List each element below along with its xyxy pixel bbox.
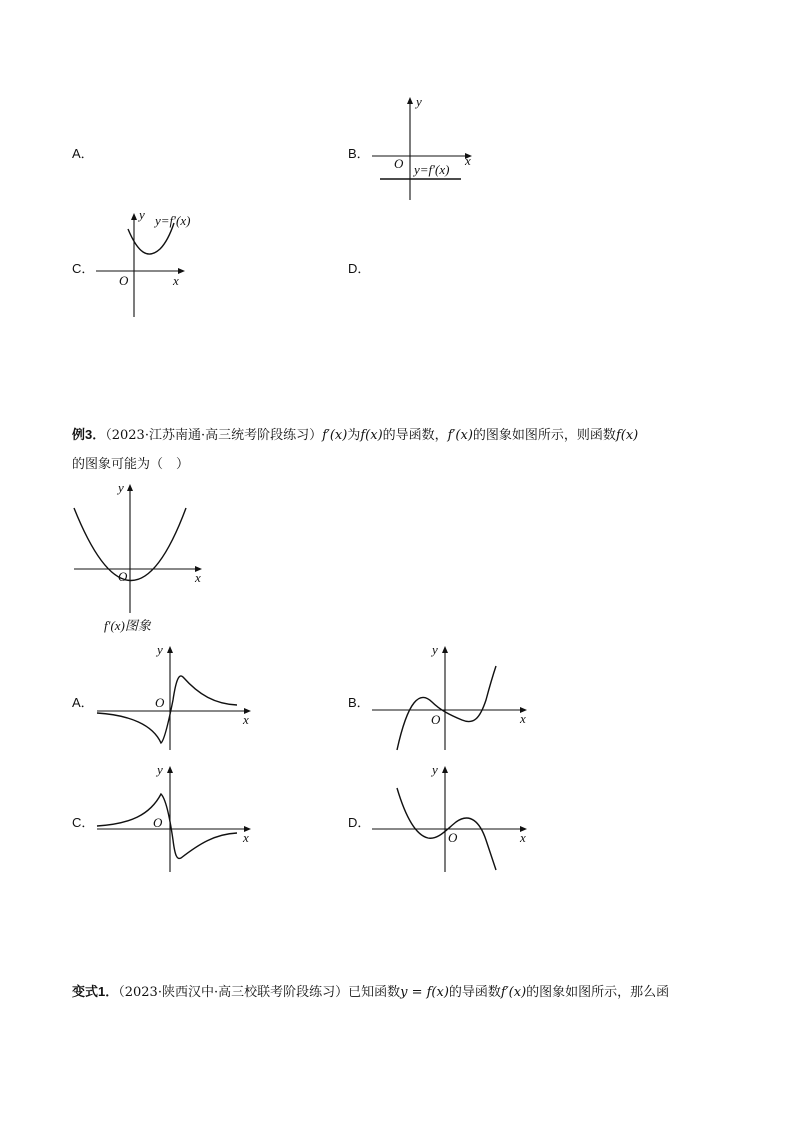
x-label: x [520, 830, 526, 845]
variant1-text-3: 的图象如图所示，那么函 [526, 985, 670, 1000]
example3-line2: 的图象可能为（ ） [72, 457, 190, 472]
variant1-eq: y = f(x) [400, 985, 449, 1000]
y-label: y [432, 642, 438, 657]
f-1: f(x) [360, 428, 383, 443]
figure-caption: f′(x)图象 [104, 618, 151, 633]
x-label: x [520, 711, 526, 726]
y-axis-arrow [167, 766, 173, 773]
ex3-graph-d [370, 760, 535, 875]
origin-label: O [119, 273, 129, 288]
option-d-label: D． [348, 261, 371, 276]
variant1-source: （2023·陕西汉中·高三校联考阶段练习） [118, 985, 349, 1000]
text-2: 的导函数， [382, 428, 448, 443]
origin-label: O [118, 569, 128, 584]
y-label: y [118, 480, 124, 495]
x-label: x [195, 570, 201, 585]
option-c-label: C． [72, 261, 95, 276]
option-b-label: B． [348, 146, 370, 161]
variant1-label: 变式1． [72, 984, 119, 999]
y-axis-arrow [127, 484, 133, 491]
y-label: y [139, 207, 145, 222]
example3-line1 [72, 428, 638, 442]
fprime-parabola-figure [70, 478, 210, 636]
origin-label: O [431, 712, 441, 727]
y-axis-arrow [407, 97, 413, 104]
y-label: y [157, 642, 163, 657]
ex3-option-a-label: A． [72, 695, 94, 710]
x-label: x [173, 273, 179, 288]
function-curve [97, 676, 237, 743]
fprime-2: f′(x) [447, 428, 473, 443]
variant1-text-2: 的导函数 [448, 985, 501, 1000]
x-axis-arrow [178, 268, 185, 274]
f-2: f(x) [615, 428, 639, 443]
origin-label: O [155, 695, 165, 710]
variant1-text-1: 已知函数 [348, 985, 401, 1000]
example3-source: （2023·江苏南通·高三统考阶段练习） [105, 428, 323, 443]
option-a-label: A． [72, 146, 94, 161]
origin-label: O [153, 815, 163, 830]
x-label: x [243, 830, 249, 845]
y-label: y [432, 762, 438, 777]
function-curve [97, 794, 237, 858]
variant1-fprime: f′(x) [500, 985, 527, 1000]
ex3-graph-b [370, 640, 535, 752]
ex3-option-c-label: C． [72, 815, 95, 830]
function-label: y=f′(x) [155, 213, 191, 228]
x-label: x [243, 712, 249, 727]
text-3: 的图象如图所示，则函数 [472, 428, 616, 443]
y-axis-arrow [131, 213, 137, 220]
ex3-graph-a [95, 640, 260, 752]
text-1: 为 [347, 428, 361, 443]
origin-label: O [448, 830, 458, 845]
ex3-option-b-label: B． [348, 695, 370, 710]
origin-label: O [394, 156, 404, 171]
y-axis-arrow [167, 646, 173, 653]
graph-b [368, 92, 478, 204]
graph-c [92, 205, 212, 320]
y-axis-arrow [442, 646, 448, 653]
function-label: y=f′(x) [414, 162, 450, 177]
x-label: x [465, 153, 471, 168]
y-label: y [416, 94, 422, 109]
variant1-line1 [72, 985, 669, 999]
ex3-graph-c [95, 760, 260, 875]
ex3-option-d-label: D． [348, 815, 371, 830]
y-label: y [157, 762, 163, 777]
fprime-1: f′(x) [322, 428, 348, 443]
example3-label: 例3． [72, 427, 106, 442]
y-axis-arrow [442, 766, 448, 773]
function-curve [397, 666, 496, 750]
